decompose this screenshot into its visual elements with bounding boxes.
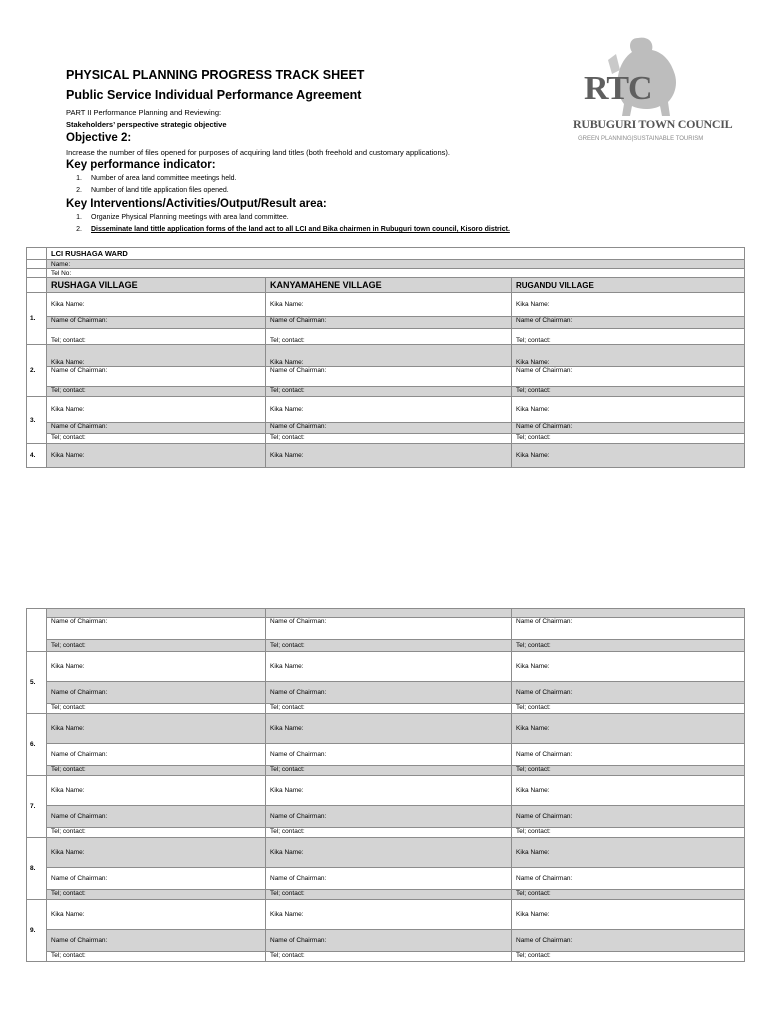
tel-contact-field[interactable]: Tel; contact: bbox=[266, 387, 512, 397]
kika-name-field[interactable]: Kika Name: bbox=[266, 444, 512, 468]
kika-name-field[interactable]: Kika Name: bbox=[512, 444, 745, 468]
interventions-heading: Key Interventions/Activities/Output/Result area: bbox=[66, 198, 327, 210]
part-label: PART II Performance Planning and Reviewing: bbox=[66, 108, 222, 117]
ward-title: LCI RUSHAGA WARD bbox=[47, 248, 745, 260]
kika-name-field[interactable]: Kika Name: bbox=[512, 838, 745, 868]
chairman-name-field[interactable]: Name of Chairman: bbox=[266, 930, 512, 952]
village-table-page1 bbox=[26, 247, 745, 468]
row-number: 1. bbox=[27, 293, 47, 345]
chairman-name-field[interactable]: Name of Chairman: bbox=[47, 423, 266, 434]
chairman-name-field[interactable]: Name of Chairman: bbox=[47, 317, 266, 329]
kpi-item: 1. Number of area land committee meetings held. bbox=[76, 175, 237, 182]
chairman-name-field[interactable]: Name of Chairman: bbox=[266, 744, 512, 766]
village-header-rugandu: RUGANDU VILLAGE bbox=[512, 278, 745, 293]
kika-name-field[interactable]: Kika Name: bbox=[47, 293, 266, 317]
kika-name-field[interactable]: Kika Name: bbox=[512, 652, 745, 682]
chairman-name-field[interactable]: Name of Chairman: bbox=[47, 744, 266, 766]
tel-contact-field[interactable]: Tel; contact: bbox=[512, 329, 745, 345]
tel-contact-field[interactable]: Tel; contact: bbox=[47, 766, 266, 776]
tel-contact-field[interactable]: Tel; contact: bbox=[47, 387, 266, 397]
continued-kika-cell bbox=[266, 609, 512, 618]
chairman-name-field[interactable]: Name of Chairman: bbox=[47, 682, 266, 704]
kika-name-field[interactable]: Kika Name: bbox=[47, 397, 266, 423]
chairman-name-field[interactable]: Name of Chairman: bbox=[47, 930, 266, 952]
row-number: 8. bbox=[27, 838, 47, 900]
continued-kika-cell bbox=[47, 609, 266, 618]
kika-name-field[interactable]: Kika Name: bbox=[47, 652, 266, 682]
chairman-name-field[interactable]: Name of Chairman: bbox=[266, 317, 512, 329]
kika-name-field[interactable]: Kika Name: bbox=[266, 776, 512, 806]
row-number-continued bbox=[27, 609, 47, 652]
chairman-name-field[interactable]: Name of Chairman: bbox=[512, 317, 745, 329]
tel-contact-field[interactable]: Tel; contact: bbox=[47, 704, 266, 714]
chairman-name-field[interactable]: Name of Chairman: bbox=[47, 868, 266, 890]
kika-name-field[interactable]: Kika Name: bbox=[266, 397, 512, 423]
village-table-page2 bbox=[26, 608, 745, 962]
kika-name-field[interactable]: Kika Name: bbox=[47, 345, 266, 367]
kika-name-field[interactable]: Kika Name: bbox=[266, 900, 512, 930]
rubuguri-town-council-logo bbox=[568, 30, 733, 148]
document-subtitle: Public Service Individual Performance Agreement bbox=[66, 88, 362, 102]
row-number: 3. bbox=[27, 397, 47, 444]
row-number: 4. bbox=[27, 444, 47, 468]
kika-name-field[interactable]: Kika Name: bbox=[512, 900, 745, 930]
tel-contact-field[interactable]: Tel; contact: bbox=[266, 434, 512, 444]
logo-tagline: GREEN PLANNING|SUSTAINABLE TOURISM bbox=[578, 136, 704, 142]
tel-contact-field[interactable]: Tel; contact: bbox=[47, 640, 266, 652]
kika-name-field[interactable]: Kika Name: bbox=[47, 776, 266, 806]
kika-name-field[interactable]: Kika Name: bbox=[47, 838, 266, 868]
chairman-name-field[interactable]: Name of Chairman: bbox=[512, 618, 745, 640]
chairman-name-field[interactable]: Name of Chairman: bbox=[512, 367, 745, 387]
kika-name-field[interactable]: Kika Name: bbox=[266, 652, 512, 682]
chairman-name-field[interactable]: Name of Chairman: bbox=[512, 868, 745, 890]
tel-contact-field[interactable]: Tel; contact: bbox=[266, 890, 512, 900]
kika-name-field[interactable]: Kika Name: bbox=[512, 345, 745, 367]
perspective-label: Stakeholders’ perspective strategic objective bbox=[66, 120, 227, 129]
tel-contact-field[interactable]: Tel; contact: bbox=[47, 329, 266, 345]
tel-contact-field[interactable]: Tel; contact: bbox=[47, 952, 266, 962]
tel-contact-field[interactable]: Tel; contact: bbox=[266, 828, 512, 838]
tel-contact-field[interactable]: Tel; contact: bbox=[512, 434, 745, 444]
table-corner-cell bbox=[27, 269, 47, 278]
kika-name-field[interactable]: Kika Name: bbox=[512, 714, 745, 744]
row-number: 6. bbox=[27, 714, 47, 776]
tel-contact-field[interactable]: Tel; contact: bbox=[512, 640, 745, 652]
chairman-name-field[interactable]: Name of Chairman: bbox=[47, 367, 266, 387]
kpi-heading: Key performance indicator: bbox=[66, 159, 216, 171]
tel-contact-field[interactable]: Tel; contact: bbox=[266, 329, 512, 345]
chairman-name-field[interactable]: Name of Chairman: bbox=[512, 744, 745, 766]
chairman-name-field[interactable]: Name of Chairman: bbox=[266, 806, 512, 828]
chairman-name-field[interactable]: Name of Chairman: bbox=[512, 423, 745, 434]
tel-contact-field[interactable]: Tel; contact: bbox=[512, 387, 745, 397]
row-number: 9. bbox=[27, 900, 47, 962]
row-number: 2. bbox=[27, 345, 47, 397]
continued-kika-cell bbox=[512, 609, 745, 618]
logo-council-name: RUBUGURI TOWN COUNCIL bbox=[573, 117, 733, 131]
kika-name-field[interactable]: Kika Name: bbox=[512, 397, 745, 423]
objective-text: Increase the number of files opened for purposes of acquiring land titles (both freehold and customary applications). bbox=[66, 148, 450, 157]
chairman-name-field[interactable]: Name of Chairman: bbox=[266, 682, 512, 704]
kika-name-field[interactable]: Kika Name: bbox=[47, 900, 266, 930]
kpi-list bbox=[66, 173, 237, 197]
intervention-item: 2. Disseminate land tittle application forms of the land act to all LCI and Bika chairmen in Rubuguri town council, Kisoro district. bbox=[76, 226, 510, 233]
chairman-name-field[interactable]: Name of Chairman: bbox=[47, 618, 266, 640]
objective-heading: Objective 2: bbox=[66, 132, 132, 144]
kika-name-field[interactable]: Kika Name: bbox=[266, 345, 512, 367]
tel-contact-field[interactable]: Tel; contact: bbox=[266, 952, 512, 962]
ward-name-field[interactable]: Name: bbox=[47, 260, 745, 269]
tel-contact-field[interactable]: Tel; contact: bbox=[266, 704, 512, 714]
kika-name-field[interactable]: Kika Name: bbox=[47, 444, 266, 468]
tel-contact-field[interactable]: Tel; contact: bbox=[47, 890, 266, 900]
tel-contact-field[interactable]: Tel; contact: bbox=[512, 828, 745, 838]
tel-contact-field[interactable]: Tel; contact: bbox=[266, 640, 512, 652]
chairman-name-field[interactable]: Name of Chairman: bbox=[266, 868, 512, 890]
tel-contact-field[interactable]: Tel; contact: bbox=[47, 434, 266, 444]
chairman-name-field[interactable]: Name of Chairman: bbox=[512, 806, 745, 828]
chairman-name-field[interactable]: Name of Chairman: bbox=[266, 618, 512, 640]
tel-contact-field[interactable]: Tel; contact: bbox=[512, 704, 745, 714]
village-header-rushaga: RUSHAGA VILLAGE bbox=[47, 278, 266, 293]
tel-contact-field[interactable]: Tel; contact: bbox=[512, 890, 745, 900]
kika-name-field[interactable]: Kika Name: bbox=[512, 776, 745, 806]
tel-contact-field[interactable]: Tel; contact: bbox=[512, 952, 745, 962]
kika-name-field[interactable]: Kika Name: bbox=[266, 714, 512, 744]
kika-name-field[interactable]: Kika Name: bbox=[512, 293, 745, 317]
logo-abbreviation: RTC bbox=[584, 70, 652, 107]
row-number: 7. bbox=[27, 776, 47, 838]
ward-tel-field[interactable]: Tel No: bbox=[47, 269, 745, 278]
chairman-name-field[interactable]: Name of Chairman: bbox=[512, 682, 745, 704]
tel-contact-field[interactable]: Tel; contact: bbox=[47, 828, 266, 838]
village-header-kanyamahene: KANYAMAHENE VILLAGE bbox=[266, 278, 512, 293]
table-corner-cell bbox=[27, 248, 47, 260]
chairman-name-field[interactable]: Name of Chairman: bbox=[266, 367, 512, 387]
kika-name-field[interactable]: Kika Name: bbox=[266, 838, 512, 868]
kpi-item: 2. Number of land title application files opened. bbox=[76, 187, 229, 194]
tel-contact-field[interactable]: Tel; contact: bbox=[266, 766, 512, 776]
document-title: PHYSICAL PLANNING PROGRESS TRACK SHEET bbox=[66, 68, 365, 82]
intervention-item: 1. Organize Physical Planning meetings with area land committee. bbox=[76, 214, 289, 221]
table-corner-cell bbox=[27, 260, 47, 269]
table-corner-cell bbox=[27, 278, 47, 293]
row-number: 5. bbox=[27, 652, 47, 714]
kika-name-field[interactable]: Kika Name: bbox=[47, 714, 266, 744]
chairman-name-field[interactable]: Name of Chairman: bbox=[512, 930, 745, 952]
chairman-name-field[interactable]: Name of Chairman: bbox=[47, 806, 266, 828]
chairman-name-field[interactable]: Name of Chairman: bbox=[266, 423, 512, 434]
interventions-list bbox=[66, 212, 510, 236]
kika-name-field[interactable]: Kika Name: bbox=[266, 293, 512, 317]
tel-contact-field[interactable]: Tel; contact: bbox=[512, 766, 745, 776]
